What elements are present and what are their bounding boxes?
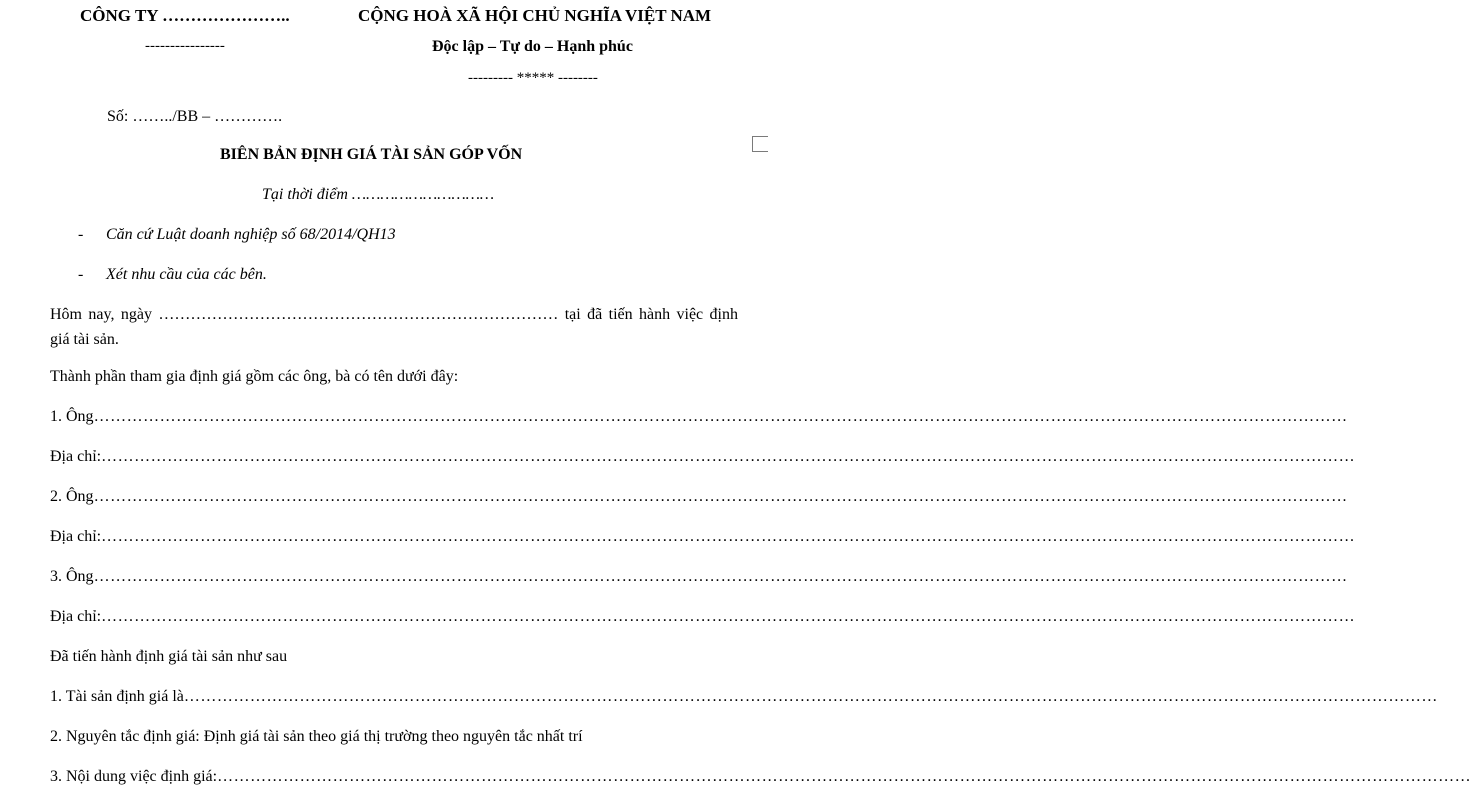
company-name: CÔNG TY ………………….. (80, 6, 290, 25)
asset-label: 1. Tài sản định giá là (50, 688, 184, 705)
participant-name-row (50, 408, 1348, 426)
fill-line: ………………………………………………………………………………………………………………………………………………………………………………………………………… (101, 448, 1356, 465)
fill-line: ………………………………………………………………………………………………………………………………………………………………………………………………………… (93, 488, 1348, 505)
fill-line: ………………………………………………………………………………………………………………………………………………………………………………………………………… (101, 528, 1356, 545)
participant-address-row (50, 528, 1356, 546)
fill-line: ………………………………………………………………………………………………………………………………………………………………………………………………………… (101, 608, 1356, 625)
participant-name-row (50, 568, 1348, 586)
participant-name-label: 2. Ông (50, 488, 94, 505)
content-row (50, 768, 1471, 786)
intro-paragraph: Hôm nay, ngày ………………………………………………………………… tại đã tiến hành việc định giá tài sản. (50, 306, 738, 348)
fill-line: ………………………………………………………………………………………………………………………………………………………………………………………………………… (93, 408, 1348, 425)
participant-address-label: Địa chỉ: (50, 528, 102, 545)
participant-address-label: Địa chỉ: (50, 608, 102, 625)
participant-address-label: Địa chỉ: (50, 448, 102, 465)
fill-line: ………………………………………………………………………………………………………………………………………………………………………………………………………… (93, 568, 1348, 585)
company-divider: ---------------- (145, 38, 225, 54)
basis-item (78, 226, 396, 244)
participant-address-row (50, 608, 1356, 626)
motto-divider: --------- ***** -------- (468, 70, 598, 86)
basis-bullet: - (78, 266, 84, 283)
basis-text: Xét nhu cầu của các bên. (106, 266, 267, 283)
participant-name-label: 3. Ông (50, 568, 94, 585)
asset-row (50, 688, 1438, 706)
fill-line: ………………………………………………………………………………………………………………………………………………………………………………………………………… (217, 768, 1471, 785)
content-label: 3. Nội dung việc định giá: (50, 768, 218, 785)
document-number: Số: ……../BB – …………. (107, 108, 283, 125)
basis-bullet: - (78, 226, 84, 243)
principle-line: 2. Nguyên tắc định giá: Định giá tài sản theo giá thị trường theo nguyên tắc nhất trí (50, 728, 583, 745)
basis-text: Căn cứ Luật doanh nghiệp số 68/2014/QH13 (106, 226, 396, 243)
valuation-heading: Đã tiến hành định giá tài sản như sau (50, 648, 288, 665)
participant-name-row (50, 488, 1348, 506)
basis-item (78, 266, 267, 284)
participant-name-label: 1. Ông (50, 408, 94, 425)
participants-heading: Thành phần tham gia định giá gồm các ông, bà có tên dưới đây: (50, 368, 459, 385)
participant-address-row (50, 448, 1356, 466)
time-line: Tại thời điểm ………………………… (262, 186, 495, 203)
fill-line: ………………………………………………………………………………………………………………………………………………………………………………………………………… (183, 688, 1438, 705)
document-title: BIÊN BẢN ĐỊNH GIÁ TÀI SẢN GÓP VỐN (220, 146, 523, 163)
country-name: CỘNG HOÀ XÃ HỘI CHỦ NGHĨA VIỆT NAM (358, 6, 712, 25)
national-motto: Độc lập – Tự do – Hạnh phúc (432, 38, 633, 55)
margin-checkbox[interactable] (752, 136, 768, 152)
